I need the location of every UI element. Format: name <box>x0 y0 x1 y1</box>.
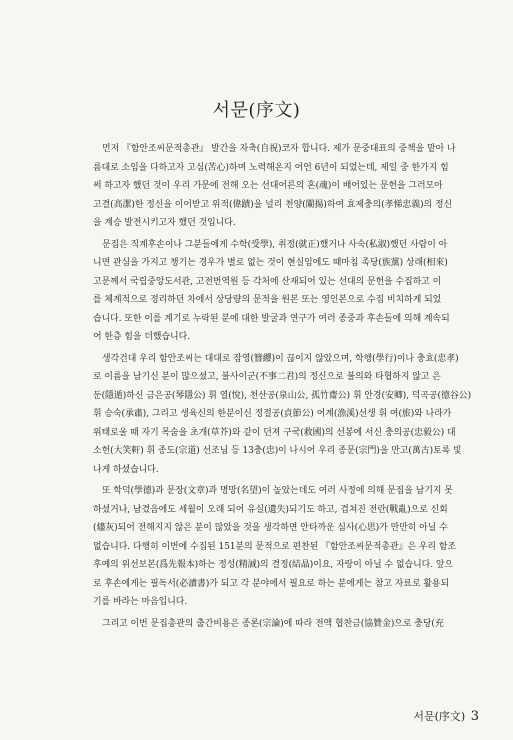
paragraph <box>93 615 478 634</box>
text-line: 없습니다. 다행히 이번에 수집된 151분의 문적으로 편찬된 『함안조씨문적총관』은 우리 함조 <box>93 541 456 552</box>
text-line: 소헌(大笑軒) 휘 종도(宗道) 선조님 등 13충(忠)이 나시어 우리 종문(宗門)을 만고(萬古)토록 빛 <box>93 446 462 456</box>
text-line: 위태로울 때 자기 목숨을 초개(草芥)와 같이 던져 구국(救國)의 선봉에 서신 충의공(忠毅公) 대 <box>93 427 456 438</box>
paragraph <box>93 482 478 612</box>
text-line: 후예의 위선보본(爲先報本)하는 정성(精誠)의 결정(結晶)이요, 자랑이 아닐 수 없습니다. 앞으 <box>93 560 454 570</box>
text-line: 습니다. 또한 이를 계기로 누락된 분에 대한 발굴과 연구가 여러 종중과 후손들에 의해 계속되 <box>93 313 450 324</box>
text-line: 써 하고자 했던 것이 우리 가문에 전해 오는 선대어른의 혼(魂)이 배어있는 문헌을 그러모아 <box>93 181 443 191</box>
text-line: 로 후손에게는 필독서(必讀書)가 되고 각 분야에서 필요로 하는 분에게는 참고 자료로 활용되 <box>93 578 450 589</box>
text-line: 또 학덕(學德)과 문장(文章)과 명망(名望)이 높았는데도 여러 사정에 의해 문집을 남기지 못 <box>102 486 453 496</box>
text-line: 름대로 소임을 다하고자 고심(苦心)하며 노력해온지 어언 6년이 되었는데, 제일 중 한가지 힘 <box>93 162 449 173</box>
text-line: 고결(高潔)한 정신을 이어받고 위적(偉蹟)을 널리 천양(闡揚)하여 효제충의(孝悌忠義)의 정신 <box>93 199 453 210</box>
text-line: 을 계승 발전시키고자 했던 것입니다. <box>93 218 236 228</box>
footer-section-label: 서문(序文) <box>413 710 466 723</box>
text-line: 니면 관심을 가지고 챙기는 경우가 별로 없는 것이 현실임에도 때마침 족당(族黨) 상래(相來) <box>93 258 448 268</box>
page-footer <box>413 708 479 724</box>
text-line: 그리고 이번 문집총관의 출간비용은 종론(宗論)에 따라 전액 협찬금(協贊金)으로 충당(充 <box>102 618 444 629</box>
page-title: 서문(序文) <box>212 100 301 121</box>
text-line: (燼灰)되어 전해지지 않은 분이 많았을 것을 생각하면 안타까운 심사(心思)가 만만히 아닐 수 <box>93 523 448 533</box>
text-line: 문집은 직계후손이나 그분들에게 수학(受學), 취정(就正)했거나 사숙(私淑)했던 사람이 아 <box>102 239 448 250</box>
body-text <box>93 140 478 636</box>
paragraph <box>93 350 478 480</box>
paragraph <box>93 236 478 347</box>
text-line: 어 한층 힘을 더했습니다. <box>93 332 191 342</box>
text-line: 기를 바라는 마음입니다. <box>93 597 188 607</box>
text-line: 를 체계적으로 정리하던 차에서 상당량의 문적을 원본 또는 영인본으로 수집 비치하게 되었 <box>93 295 442 305</box>
text-line: 생각건대 우리 함안조씨는 대대로 잠영(簪纓)이 끊이지 않았으며, 학행(學行)이나 충효(忠孝) <box>102 353 459 364</box>
text-line: 둔(隱遁)하신 금은공(琴隱公) 휘 열(悅), 천산공(泉山公, 孤竹齋公) 휘 안경(安卿), 덕곡공(德谷公) <box>93 390 472 401</box>
paragraph <box>93 140 478 233</box>
text-line: 먼저 『함안조씨문적총관』 발간을 자축(自祝)코자 합니다. 제가 문중대표의 중책을 맡아 나 <box>102 144 456 154</box>
text-line: 고문께서 국립중앙도서관, 고전번역원 등 각처에 산재되어 있는 선대의 문헌을 수집하고 이 <box>93 276 442 287</box>
text-line: 로 이름을 남기신 분이 많으셨고, 불사이군(不事二君)의 정신으로 불의와 타협하지 않고 은 <box>93 372 441 382</box>
text-line: 하셨거나, 남겼음에도 세월이 오래 되어 유실(遺失)되기도 하고, 겹쳐진 전란(戰亂)으로 신회 <box>93 504 448 515</box>
page-number: 3 <box>470 709 479 724</box>
text-line: 나게 하셨습니다. <box>93 464 159 475</box>
text-line: 휘 승숙(承肅), 그리고 생육신의 한분이신 정절공(貞節公) 어계(漁溪)선생 휘 여(旅)와 나라가 <box>93 409 452 419</box>
